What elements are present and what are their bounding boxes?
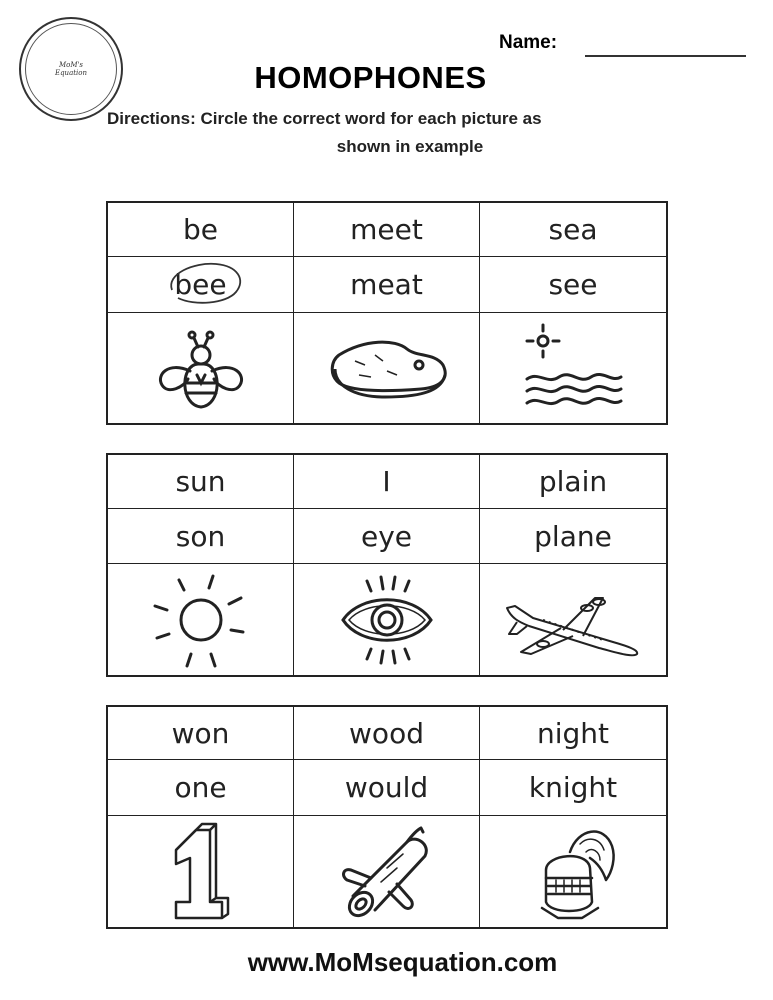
- word-cell[interactable]: [480, 455, 666, 509]
- word-cell[interactable]: [108, 760, 294, 816]
- word[interactable]: sea: [548, 213, 598, 246]
- word[interactable]: plain: [538, 465, 608, 498]
- word-cell[interactable]: [108, 203, 294, 257]
- word[interactable]: won: [171, 716, 230, 750]
- word[interactable]: knight: [528, 771, 618, 804]
- word[interactable]: meat: [350, 268, 423, 301]
- word[interactable]: see: [548, 268, 598, 301]
- picture-cell: [480, 313, 666, 423]
- word[interactable]: son: [175, 519, 226, 553]
- word-cell[interactable]: [480, 760, 666, 816]
- page-title: HOMOPHONES: [254, 60, 487, 95]
- word-cell[interactable]: [480, 707, 666, 760]
- word[interactable]: be: [183, 213, 218, 246]
- word-cell[interactable]: [294, 760, 480, 816]
- word[interactable]: sun: [175, 465, 226, 498]
- word-cell[interactable]: [108, 257, 294, 313]
- directions-line-1: Directions: Circle the correct word for each picture as: [107, 109, 542, 128]
- word-cell[interactable]: [294, 203, 480, 257]
- number-one-icon: [166, 822, 236, 922]
- word[interactable]: wood: [349, 716, 424, 750]
- picture-cell: [108, 313, 294, 423]
- wood-log-icon: [337, 824, 437, 920]
- word[interactable]: would: [344, 771, 429, 804]
- homophone-group-1: [106, 201, 668, 425]
- word[interactable]: night: [536, 716, 610, 750]
- word-cell[interactable]: [108, 509, 294, 564]
- footer-website[interactable]: www.MoMsequation.com: [247, 947, 558, 977]
- word[interactable]: eye: [360, 519, 413, 553]
- directions-line-2: shown in example: [336, 137, 484, 156]
- bee-icon: [156, 325, 246, 411]
- word-cell[interactable]: [294, 509, 480, 564]
- word[interactable]: I: [382, 465, 391, 498]
- picture-cell: [294, 564, 480, 675]
- sea-waves-icon: [523, 323, 623, 413]
- logo-text: MoM's Equation: [54, 61, 88, 77]
- picture-cell: [294, 313, 480, 423]
- word-cell[interactable]: [480, 203, 666, 257]
- word[interactable]: meet: [350, 213, 423, 246]
- eye-icon: [337, 575, 437, 665]
- knight-helmet-icon: [528, 822, 618, 922]
- meat-steak-icon: [325, 335, 449, 401]
- picture-cell: [480, 816, 666, 927]
- airplane-icon: [503, 578, 643, 662]
- word-cell[interactable]: [108, 455, 294, 509]
- homophone-group-2: [106, 453, 668, 677]
- word-cell[interactable]: [294, 257, 480, 313]
- word-cell[interactable]: [480, 257, 666, 313]
- example-circle-mark: [164, 260, 246, 306]
- name-label: Name:: [499, 32, 558, 53]
- word-cell[interactable]: [294, 707, 480, 760]
- name-field-line[interactable]: [585, 55, 746, 57]
- picture-cell: [108, 564, 294, 675]
- picture-cell: [108, 816, 294, 927]
- homophone-group-3: [106, 705, 668, 929]
- picture-cell: [480, 564, 666, 675]
- word[interactable]: bee: [174, 268, 227, 301]
- word[interactable]: plane: [534, 519, 612, 553]
- sun-icon: [151, 572, 251, 668]
- word[interactable]: one: [174, 771, 227, 804]
- word-cell[interactable]: [480, 509, 666, 564]
- word-cell[interactable]: [294, 455, 480, 509]
- word-cell[interactable]: [108, 707, 294, 760]
- picture-cell: [294, 816, 480, 927]
